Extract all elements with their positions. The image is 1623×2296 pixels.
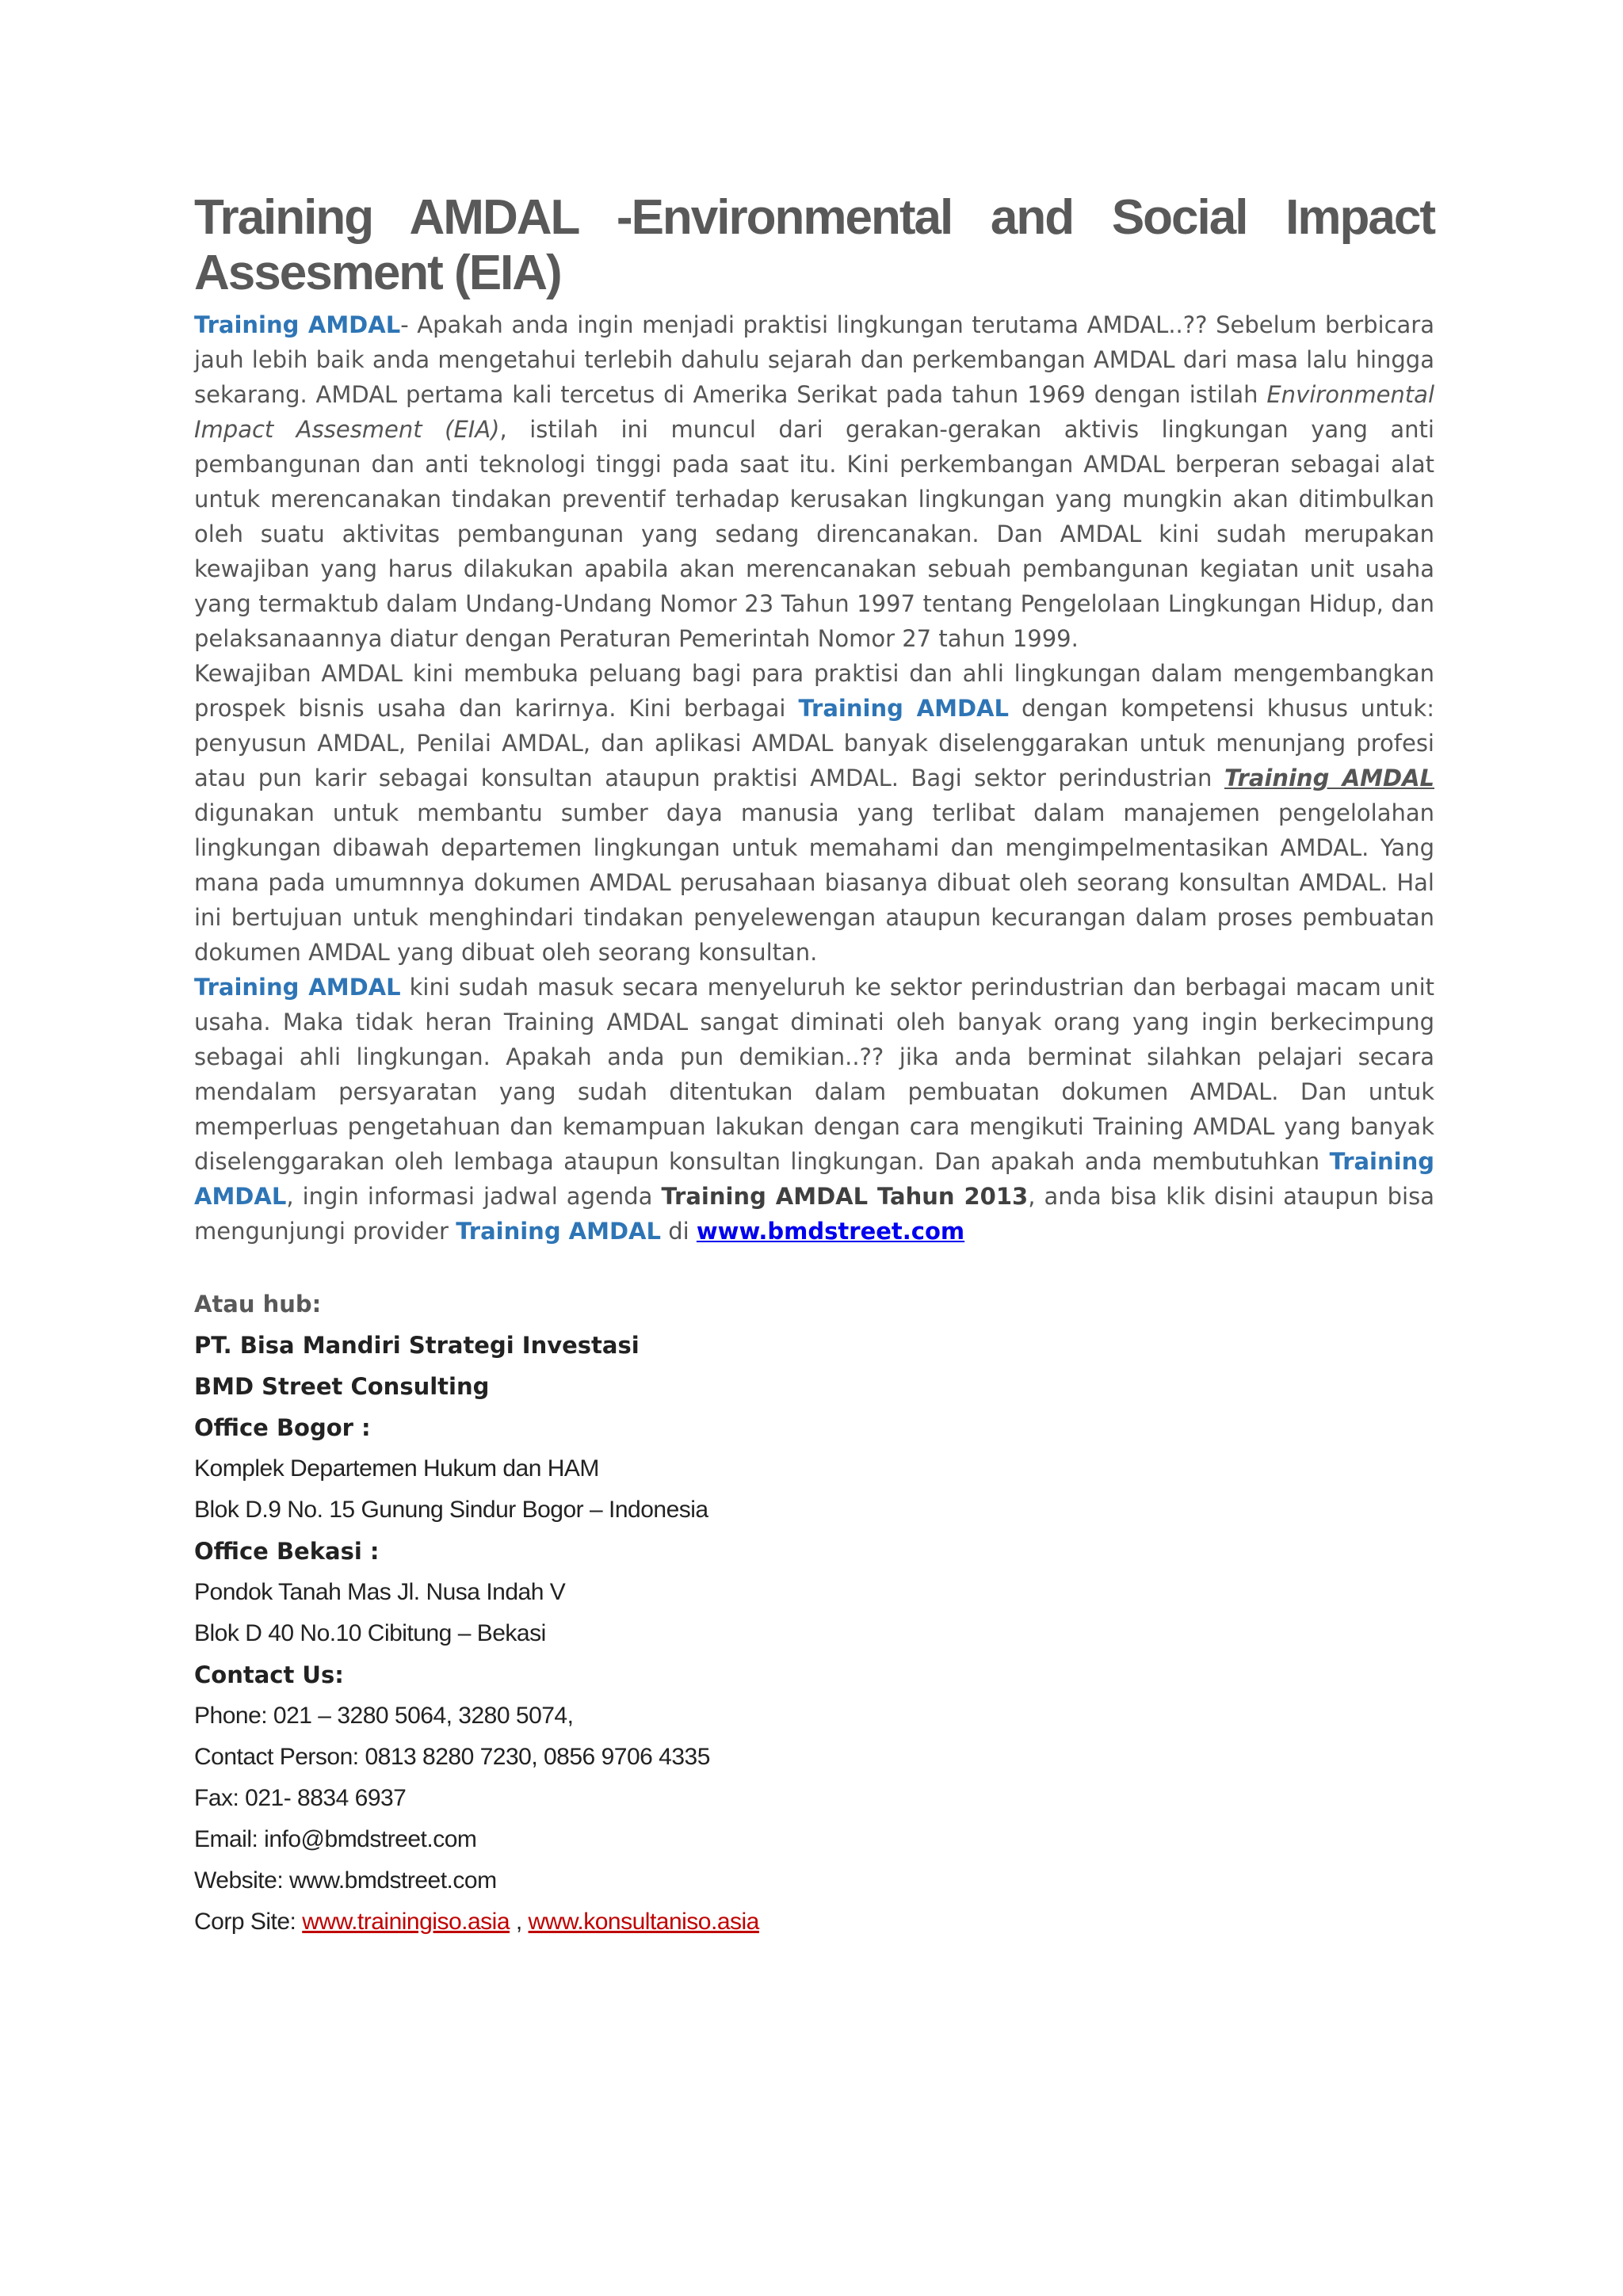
office-bekasi-address-1: Pondok Tanah Mas Jl. Nusa Indah V [194, 1579, 566, 1605]
paragraph-2 [194, 656, 1434, 970]
email-line: Email: info@bmdstreet.com [194, 1826, 477, 1852]
corp-site-label: Corp Site: [194, 1909, 303, 1935]
paragraph-text: di [660, 1218, 697, 1245]
paragraph-3 [194, 970, 1434, 1249]
paragraph-text: , anda bisa klik disini ataupun bisa mengunjungi provider [194, 1183, 1434, 1245]
website-line: Website: www.bmdstreet.com [194, 1867, 497, 1894]
keyword-training-amdal: Training AMDAL [194, 1148, 1434, 1210]
contact-intro: Atau hub: [194, 1291, 322, 1318]
keyword-training-amdal: Training AMDAL [456, 1218, 661, 1245]
office-bekasi-label: Office Bekasi : [194, 1538, 380, 1565]
paragraph-text: dengan kompetensi khusus untuk: penyusun AMDAL, Penilai AMDAL, dan aplikasi AMDAL banyak diselenggarakan untuk menunjang profesi atau pun karir sebagai konsultan ataupun praktisi AMDAL. Bagi sektor perindustrian [194, 695, 1434, 791]
company-name: PT. Bisa Mandiri Strategi Investasi [194, 1332, 640, 1359]
office-bogor-address-2: Blok D.9 No. 15 Gunung Sindur Bogor – Indonesia [194, 1497, 708, 1523]
keyword-training-2013: Training AMDAL Tahun 2013 [661, 1183, 1029, 1210]
paragraph-text: kini sudah masuk secara menyeluruh ke sektor perindustrian dan berbagai macam unit usaha. Maka tidak heran Training AMDAL sangat diminati oleh banyak orang yang ingin berkecimpung sebagai ahli lingkungan. Apakah anda pun demikian..?? jika anda berminat silahkan pelajari secara mendalam persyaratan yang sudah ditentukan dalam pembuatan dokumen AMDAL. Dan untuk memperluas pengetahuan dan kemampuan lakukan dengan cara mengikuti Training AMDAL yang banyak diselenggarakan oleh lembaga ataupun konsultan lingkungan. Dan apakah anda membutuhkan [194, 974, 1434, 1175]
paragraph-text: digunakan untuk membantu sumber daya manusia yang terlibat dalam manajemen pengelolahan lingkungan dibawah departemen lingkungan untuk memahami dan mengimpelmentasikan AMDAL. Yang mana pada umumnnya dokumen AMDAL perusahaan biasanya dibuat oleh seorang konsultan AMDAL. Hal ini bertujuan untuk menghindari tindakan penyelewengan ataupun kecurangan dalam proses pembuatan dokumen AMDAL yang dibuat oleh seorang konsultan. [194, 799, 1434, 966]
document-page [194, 190, 1434, 1943]
paragraph-text: , ingin informasi jadwal agenda [286, 1183, 662, 1210]
paragraph-text: Kewajiban AMDAL kini membuka peluang bagi para praktisi dan ahli lingkungan dalam mengembangkan prospek bisnis usaha dan karirnya. Kini berbagai [194, 660, 1434, 722]
bmdstreet-link[interactable]: www.bmdstreet.com [696, 1218, 965, 1245]
contact-person-line: Contact Person: 0813 8280 7230, 0856 9706 4335 [194, 1744, 710, 1770]
paragraph-text: - Apakah anda ingin menjadi praktisi lingkungan terutama AMDAL..?? Sebelum berbicara jauh lebih baik anda mengetahui terlebih dahulu sejarah dan perkembangan AMDAL dari masa lalu hingga sekarang. AMDAL pertama kali tercetus di Amerika Serikat pada tahun 1969 dengan istilah [194, 311, 1434, 408]
contact-block [194, 1283, 1434, 1943]
trainingiso-link[interactable]: www.trainingiso.asia [302, 1909, 510, 1935]
italic-term: Environmental Impact Assesment (EIA) [194, 381, 1434, 443]
training-amdal-link[interactable]: Training AMDAL [1224, 765, 1435, 791]
page-title: Training AMDAL -Environmental and Social Impact Assesment (EIA) [194, 190, 1434, 300]
paragraph-text: , istilah ini muncul dari gerakan-gerakan aktivis lingkungan yang anti pembangunan dan anti teknologi tinggi pada saat itu. Kini perkembangan AMDAL berperan sebagai alat untuk merencanakan tindakan preventif terhadap kerusakan lingkungan yang mungkin akan ditimbulkan oleh suatu aktivitas pembangunan yang sedang direncanakan. Dan AMDAL kini sudah merupakan kewajiban yang harus dilakukan apabila akan merencanakan sebuah pembangunan kegiatan unit usaha yang termaktub dalam Undang-Undang Nomor 23 Tahun 1997 tentang Pengelolaan Lingkungan Hidup, dan pelaksanaannya diatur dengan Peraturan Pemerintah Nomor 27 tahun 1999. [194, 416, 1434, 652]
office-bogor-label: Office Bogor : [194, 1414, 371, 1441]
konsultaniso-link[interactable]: www.konsultaniso.asia [528, 1909, 759, 1935]
keyword-training-amdal: Training AMDAL [798, 695, 1009, 722]
fax-line: Fax: 021- 8834 6937 [194, 1785, 407, 1811]
keyword-training-amdal: Training AMDAL [194, 311, 401, 338]
corp-site-line [194, 1901, 1434, 1943]
office-bekasi-address-2: Blok D 40 No.10 Cibitung – Bekasi [194, 1620, 546, 1646]
contact-us-label: Contact Us: [194, 1661, 344, 1688]
phone-line: Phone: 021 – 3280 5064, 3280 5074, [194, 1703, 574, 1729]
paragraph-1 [194, 307, 1434, 656]
brand-name: BMD Street Consulting [194, 1373, 490, 1400]
keyword-training-amdal: Training AMDAL [194, 974, 401, 1001]
office-bogor-address-1: Komplek Departemen Hukum dan HAM [194, 1455, 599, 1482]
corp-site-separator: , [510, 1909, 529, 1935]
